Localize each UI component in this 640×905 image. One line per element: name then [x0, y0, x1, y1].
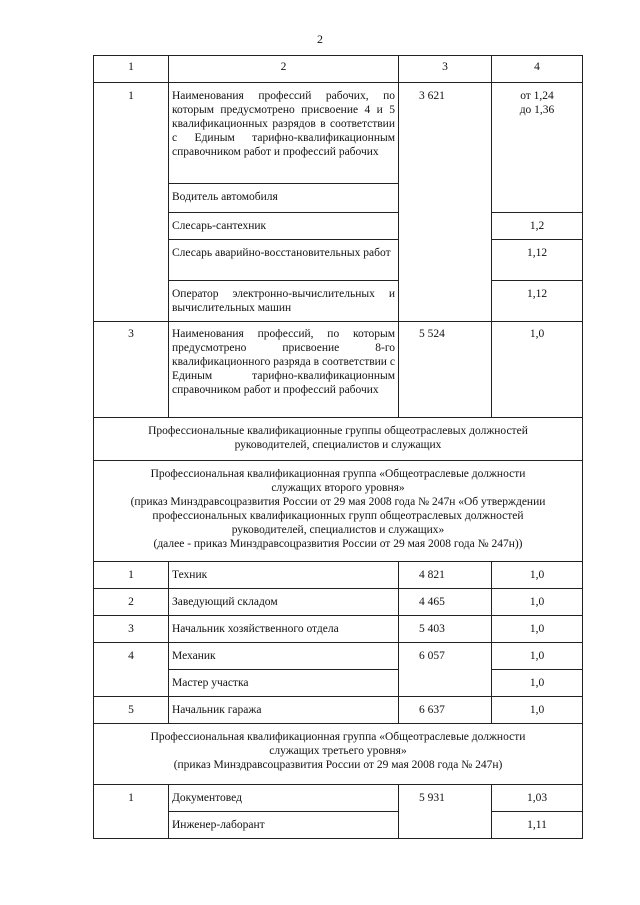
- coef-value: 1,0: [492, 589, 583, 616]
- coef-from: от 1,24: [520, 90, 554, 102]
- table-row: [94, 418, 583, 461]
- coef-value: 1,12: [492, 240, 583, 281]
- level-number: 1: [94, 562, 169, 589]
- salary-value: 5 403: [399, 616, 492, 643]
- table-header-row: [94, 56, 583, 83]
- salary-value: 5 524: [399, 322, 492, 418]
- table-row: [94, 83, 583, 184]
- qualification-table: [93, 55, 583, 839]
- level-number: 1: [94, 83, 169, 322]
- header-col-3: 3: [399, 56, 492, 83]
- level-number: 4: [94, 643, 169, 697]
- table-row: [94, 322, 583, 418]
- coef-value: 1,12: [492, 281, 583, 322]
- position-name: Начальник гаража: [169, 697, 399, 724]
- coef-value: 1,11: [492, 812, 583, 839]
- position-name: Заведующий складом: [169, 589, 399, 616]
- coef-value: 1,0: [492, 670, 583, 697]
- salary-value: 5 931: [399, 785, 492, 839]
- table-row: [94, 785, 583, 812]
- level-number: 2: [94, 589, 169, 616]
- position-name: Мастер участка: [169, 670, 399, 697]
- salary-value: 6 637: [399, 697, 492, 724]
- header-col-4: 4: [492, 56, 583, 83]
- salary-value: 6 057: [399, 643, 492, 697]
- table-row: [94, 461, 583, 562]
- group-title: Профессиональная квалификационная группа «Общеотраслевые должности служащих второго уровня» (приказ Минздравсоцразвития России от 29 мая 2008 года № 247н «Об утверждении профессиональных квалификационных групп общеотраслевых должностей руководителей, специалистов и служащих» (далее - приказ Минздравсоцразвития России от 29 мая 2008 года № 247н)): [94, 461, 583, 562]
- table-row: [94, 724, 583, 785]
- profession-name: Оператор электронно-вычислительных и вычислительных машин: [169, 281, 399, 322]
- coef-value: 1,0: [492, 616, 583, 643]
- page-number: 2: [317, 32, 323, 46]
- level-number: 3: [94, 322, 169, 418]
- level-title: Наименования профессий, по которым предусмотрено присвоение 8-го квалификационного разряда в соответствии с Единым тарифно-квалификационным справочником работ и профессий рабочих: [169, 322, 399, 418]
- coef-value: 1,0: [492, 562, 583, 589]
- group-title: Профессиональная квалификационная группа «Общеотраслевые должности служащих третьего уровня» (приказ Минздравсоцразвития России от 29 мая 2008 года № 247н): [94, 724, 583, 785]
- level-number: 3: [94, 616, 169, 643]
- level-number: 5: [94, 697, 169, 724]
- position-name: Документовед: [169, 785, 399, 812]
- coef-range: [492, 83, 583, 213]
- position-name: Механик: [169, 643, 399, 670]
- position-name: Техник: [169, 562, 399, 589]
- coef-value: 1,2: [492, 213, 583, 240]
- coef-value: 1,0: [492, 643, 583, 670]
- header-col-1: 1: [94, 56, 169, 83]
- position-name: Инженер-лаборант: [169, 812, 399, 839]
- table-row: [94, 616, 583, 643]
- salary-value: 3 621: [399, 83, 492, 322]
- salary-value: 4 465: [399, 589, 492, 616]
- coef-to: до 1,36: [519, 104, 555, 116]
- table-row: [94, 589, 583, 616]
- section-title: Профессиональные квалификационные группы общеотраслевых должностей руководителей, специалистов и служащих: [94, 418, 583, 461]
- profession-name: Водитель автомобиля: [169, 184, 399, 213]
- table-row: [94, 643, 583, 670]
- coef-value: 1,03: [492, 785, 583, 812]
- profession-name: Слесарь-сантехник: [169, 213, 399, 240]
- header-col-2: 2: [169, 56, 399, 83]
- coef-value: 1,0: [492, 697, 583, 724]
- table-row: [94, 697, 583, 724]
- level-number: 1: [94, 785, 169, 839]
- level-title: Наименования профессий рабочих, по которым предусмотрено присвоение 4 и 5 квалификационных разрядов в соответствии с Единым тарифно-квалификационным справочником работ и профессий рабочих: [169, 83, 399, 184]
- position-name: Начальник хозяйственного отдела: [169, 616, 399, 643]
- salary-value: 4 821: [399, 562, 492, 589]
- table-row: [94, 562, 583, 589]
- coef-value: 1,0: [492, 322, 583, 418]
- profession-name: Слесарь аварийно-восстановительных работ: [169, 240, 399, 281]
